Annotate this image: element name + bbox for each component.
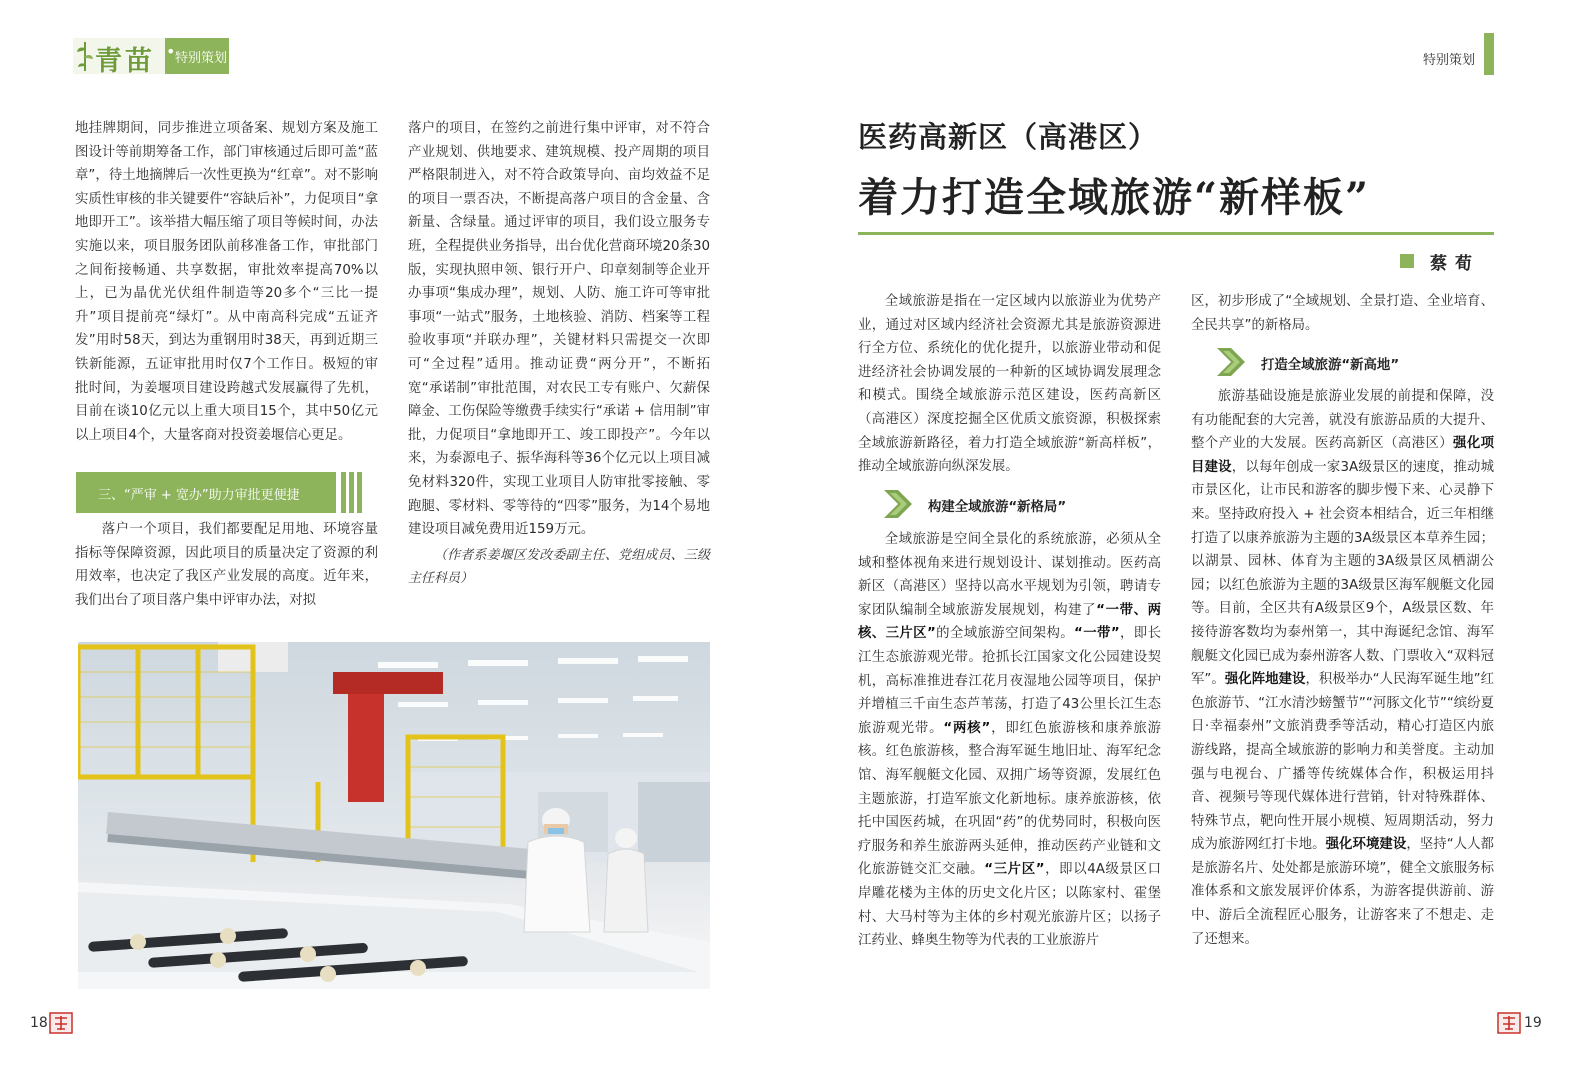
section-label: 特别策划: [175, 51, 228, 66]
bamboo-icon: [76, 40, 94, 72]
column-2: [408, 117, 710, 591]
column-4: [1191, 290, 1494, 337]
paragraph: 区，初步形成了“全域规划、全景打造、全业培育、全民共享”的新格局。: [1191, 294, 1494, 333]
section-banner-text: 三、“严审 + 宽办”助力审批更便捷: [98, 488, 300, 503]
article-subtitle: 医药高新区（高港区）: [858, 120, 1159, 154]
seal-mark-icon: [1497, 1012, 1521, 1034]
column-1-continued: [75, 518, 378, 612]
column-1: [75, 117, 378, 447]
title-divider: [858, 232, 1494, 235]
qingmiao-logo: [73, 38, 165, 77]
seal-mark-icon: [49, 1012, 73, 1034]
column-4-body: [1191, 385, 1494, 951]
author-marker: [1400, 254, 1414, 268]
paragraph: 全域旅游是空间全景化的系统旅游，必须从全域和整体视角来进行规划设计、谋划推动。医药高新区（高港区）坚持以高水平规划为引领，聘请专家团队编制全域旅游发展规划，构建了“一带、两核、三片区”的全域旅游空间架构。“一带”，即长江生态旅游观光带。抢抓长江国家文化公园建设契机，高标准推进春江花月夜湿地公园等项目，保护并增植三千亩生态芦苇荡，打造了43公里长江生态旅游观光带。“两核”，即红色旅游核和康养旅游核。红色旅游核，整合海军诞生地旧址、海军纪念馆、海军舰艇文化园、双拥广场等资源，发展红色主题旅游，打造军旅文化新地标。康养旅游核，依托中国医药城，在巩固“药”的优势同时，积极向医疗服务和养生旅游两头延伸，推动医药产业链和文化旅游链交汇交融。“三片区”，即以4A级景区口岸雕花楼为主体的历史文化片区；以陈家村、霍堡村、大马村等为主体的乡村观光旅游片区；以扬子江药业、蜂奥生物等为代表的工业旅游片: [858, 532, 1162, 949]
logo-text: 青苗: [95, 46, 155, 77]
subhead-1: [884, 490, 1161, 518]
separator-dot: •: [166, 42, 176, 61]
article-title: 着力打造全域旅游“新样板”: [858, 174, 1371, 221]
section-tag-left: [73, 38, 229, 77]
paragraph: 落户的项目，在签约之前进行集中评审，对不符合产业规划、供地要求、建筑规模、投产周期的项目严格限制进入，对不符合政策导向、亩均效益不足的项目一票否决，不断提高落户项目的含金量、含新量、含绿量。通过评审的项目，我们设立服务专班，全程提供业务指导，出台优化营商环境20条30版，实现执照申领、银行开户、印章刻制等企业开办事项“集成办理”，规划、人防、施工许可等审批事项“一站式”服务，土地核验、消防、档案等工程验收事项“并联办理”，关键材料只需提交一次即可“全过程”适用。推动证费“两分开”，不断拓宽“承诺制”审批范围，对农民工专有账户、欠薪保障金、工伤保险等缴费手续实行“承诺 + 信用制”审批，力促项目“拿地即开工、竣工即投产”。今年以来，为泰源电子、振华海科等36个亿元以上项目减免材料320件，实现工业项目人防审批零接触、零跑腿、零材料、零等待的“四零”服务，为14个易地建设项目减免费用近159万元。: [408, 121, 710, 538]
paragraph: 旅游基础设施是旅游业发展的前提和保障，没有功能配套的大完善，就没有旅游品质的大提升、整个产业的大发展。医药高新区（高港区）强化项目建设，以每年创成一家3A级景区的速度，推动城市景区化，让市民和游客的脚步慢下来、心灵静下来。坚持政府投入 + 社会资本相结合，近三年相继打造了以康养旅游为主题的3A级景区本草养生园；以湖景、园林、体育为主题的3A级景区凤栖湖公园；以红色旅游为主题的3A级景区海军舰艇文化园等。目前，全区共有A级景区9个，A级景区数、年接待游客数均为泰州第一，其中海诞纪念馆、海军舰艇文化园已成为泰州游客人数、门票收入“双料冠军”。强化阵地建设，积极举办“人民海军诞生地”红色旅游节、“江水清沙螃蟹节”“河豚文化节”“缤纷夏日·幸福泰州”文旅消费季等活动，精心打造区内旅游线路，提高全域旅游的影响力和美誉度。主动加强与电视台、广播等传统媒体合作，积极运用抖音、视频号等现代媒体进行营销，针对特殊群体、特殊节点，靶向性开展小规模、短周期活动，努力成为旅游网红打卡地。强化环境建设，坚持“人人都是旅游名片、处处都是旅游环境”，健全文旅服务标准体系和文旅发展评价体系，为游客提供游前、游中、游后全流程匠心服务，让游客来了不想走、走了还想来。: [1191, 389, 1495, 947]
chevron-right-icon: [884, 490, 918, 518]
accent-bar: [1484, 33, 1494, 75]
column-3-body: [858, 528, 1161, 953]
paragraph: 地挂牌期间，同步推进立项备案、规划方案及施工图设计等前期筹备工作，部门审核通过后即可盖“蓝章”，待土地摘牌后一次性更换为“红章”。对不影响实质性审核的非关键要件“容缺后补”，力促项目“拿地即开工”。该举措大幅压缩了项目等候时间，办法实施以来，项目服务团队前移准备工作，审批部门之间衔接畅通、共享数据，审批效率提高70%以上，已为晶优光伏组件制造等20多个“三比一提升”项目提前亮“绿灯”。从中南高科完成“五证齐发”用时58天，到达为重钢用时38天，再到近期三铁新能源，五证审批用时仅7个工作日。极短的审批时间，为姜堰项目建设跨越式发展赢得了先机，目前在谈10亿元以上重大项目15个，其中50亿元以上项目4个，大量客商对投资姜堰信心更足。: [75, 121, 378, 443]
page-number-right: 19: [1524, 1015, 1542, 1031]
subhead-2: [1217, 348, 1494, 376]
factory-workers-photo: [78, 642, 710, 989]
chevron-right-icon: [1217, 348, 1251, 376]
paragraph: 落户一个项目，我们都要配足用地、环境容量指标等保障资源，因此项目的质量决定了资源的利用效率，也决定了我区产业发展的高度。近年来，我们出台了项目落户集中评审办法，对拟: [75, 522, 378, 608]
section-label-right: 特别策划: [1422, 53, 1475, 68]
page-number-left: 18: [30, 1015, 48, 1031]
author-name: 蔡荀: [1430, 254, 1480, 274]
paragraph: 全域旅游是指在一定区域内以旅游业为优势产业，通过对区域内经济社会资源尤其是旅游资源进行全方位、系统化的优化提升，以旅游业带动和促进经济社会协调发展的一种新的区域协调发展理念和模式。围绕全域旅游示范区建设，医药高新区（高港区）深度挖掘全区优质文旅资源，积极探索全域旅游新路径，着力打造全域旅游“新高样板”，推动全域旅游向纵深发展。: [858, 294, 1161, 475]
author-byline: （作者系姜堰区发改委副主任、党组成员、三级主任科员）: [408, 547, 710, 587]
subhead-text: 构建全域旅游“新格局”: [928, 500, 1067, 515]
section-banner: [76, 472, 359, 513]
column-3: [858, 290, 1161, 479]
subhead-text: 打造全域旅游“新高地”: [1261, 358, 1400, 373]
